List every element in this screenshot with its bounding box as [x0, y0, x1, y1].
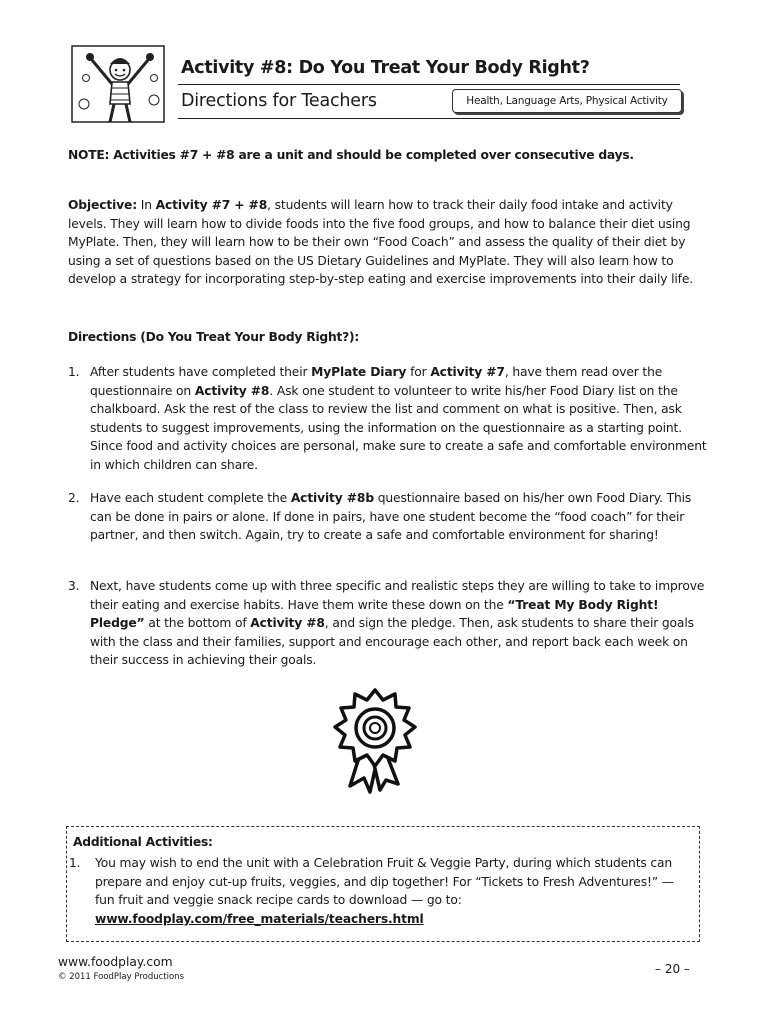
objective-activities: Activity #7 + #8 — [155, 198, 268, 212]
objective-label: Objective: — [68, 198, 137, 212]
item-text: . Ask one student to volunteer to write his/her Food Diary list on the chalkboard. Ask the rest of the class to review the list and comment on what is positive. Then, ask students to suggest improvements, using the information on the questionnaire as a starting point. Since food and activity choices are personal, make sure to create a safe and comfortable environment in which children can share. — [90, 383, 707, 472]
item-number: 1. — [69, 856, 81, 870]
objective-text: , students will learn how to track their daily food intake and activity levels. They will learn how to divide foods into the five food groups, and how to balance their diet using MyPlate. Then, they will learn how to be their own “Food Coach” and assess the quality of their diet by using a set of questions based on the US Dietary Guidelines and MyPlate. They will also learn how to develop a strategy for incorporating step-by-step eating and exercise improvements into their daily life. — [68, 198, 694, 287]
footer-website[interactable]: www.foodplay.com — [58, 955, 173, 969]
item-text: Next, have students come up with three specific and realistic steps they are willing to take to improve their eating and exercise habits. Have them write these down on the — [90, 579, 705, 612]
activity-7-ref: Activity #7 — [430, 365, 505, 379]
objective-lead: In — [140, 198, 152, 212]
kid-cheering-icon — [70, 42, 166, 126]
activity-8-ref: Activity #8 — [194, 383, 270, 398]
footer-copyright: © 2011 FoodPlay Productions — [58, 972, 184, 982]
directions-heading: Directions (Do You Treat Your Body Right?): — [68, 330, 360, 344]
item-text: , have them read over the questionnaire on — [90, 365, 663, 398]
item-text: for — [410, 365, 427, 379]
page-subtitle: Directions for Teachers — [181, 91, 377, 111]
teachers-materials-link[interactable]: www.foodplay.com/free_materials/teachers.html — [95, 911, 424, 926]
additional-activity-item — [69, 854, 697, 928]
pledge-ref: “Treat My Body Right! Pledge” — [90, 597, 659, 631]
item-number: 2. — [68, 491, 80, 505]
activity-8b-ref: Activity #8b — [290, 491, 374, 505]
page-title: Activity #8: Do You Treat Your Body Right? — [181, 58, 590, 78]
header-divider-top — [178, 84, 680, 85]
activity-8-ref: Activity #8 — [250, 616, 325, 631]
subjects-badge: Health, Language Arts, Physical Activity — [452, 89, 682, 113]
unit-note: NOTE: Activities #7 + #8 are a unit and should be completed over consecutive days. — [68, 148, 634, 162]
kid-mascot-illustration — [70, 42, 166, 126]
additional-activities-title: Additional Activities: — [73, 835, 213, 849]
direction-item-3 — [68, 577, 708, 670]
page-number: – 20 – — [655, 962, 690, 976]
item-number: 3. — [68, 579, 80, 593]
item-text: After students have completed their — [90, 365, 308, 379]
item-text: , and sign the pledge. Then, ask students to share their goals with the class and their families, support and encourage each other, and report back each week on their success in achieving their goals. — [90, 616, 694, 668]
item-text: questionnaire based on his/her own Food Diary. This can be done in pairs or alone. If done in pairs, have one student become the “food coach” for their partner, and then switch. Again, try to create a safe and comfortable environment for sharing! — [90, 491, 692, 543]
item-number: 1. — [68, 365, 80, 379]
award-ribbon-icon — [328, 686, 423, 794]
header-divider-bottom — [178, 118, 680, 119]
direction-item-2 — [68, 489, 708, 545]
item-text: You may wish to end the unit with a Celebration Fruit & Veggie Party, during which students can prepare and enjoy cut-up fruits, veggies, and dip together! For “Tickets to Fresh Adventures!” — fun fruit and veggie snack recipe cards to download — go to: — [95, 856, 674, 908]
myplate-diary-ref: MyPlate Diary — [311, 365, 407, 379]
award-ribbon-illustration — [328, 686, 423, 794]
direction-item-1 — [68, 363, 708, 475]
objective-paragraph — [68, 196, 708, 289]
item-text: at the bottom of — [148, 616, 247, 631]
item-text: Have each student complete the — [90, 491, 288, 505]
